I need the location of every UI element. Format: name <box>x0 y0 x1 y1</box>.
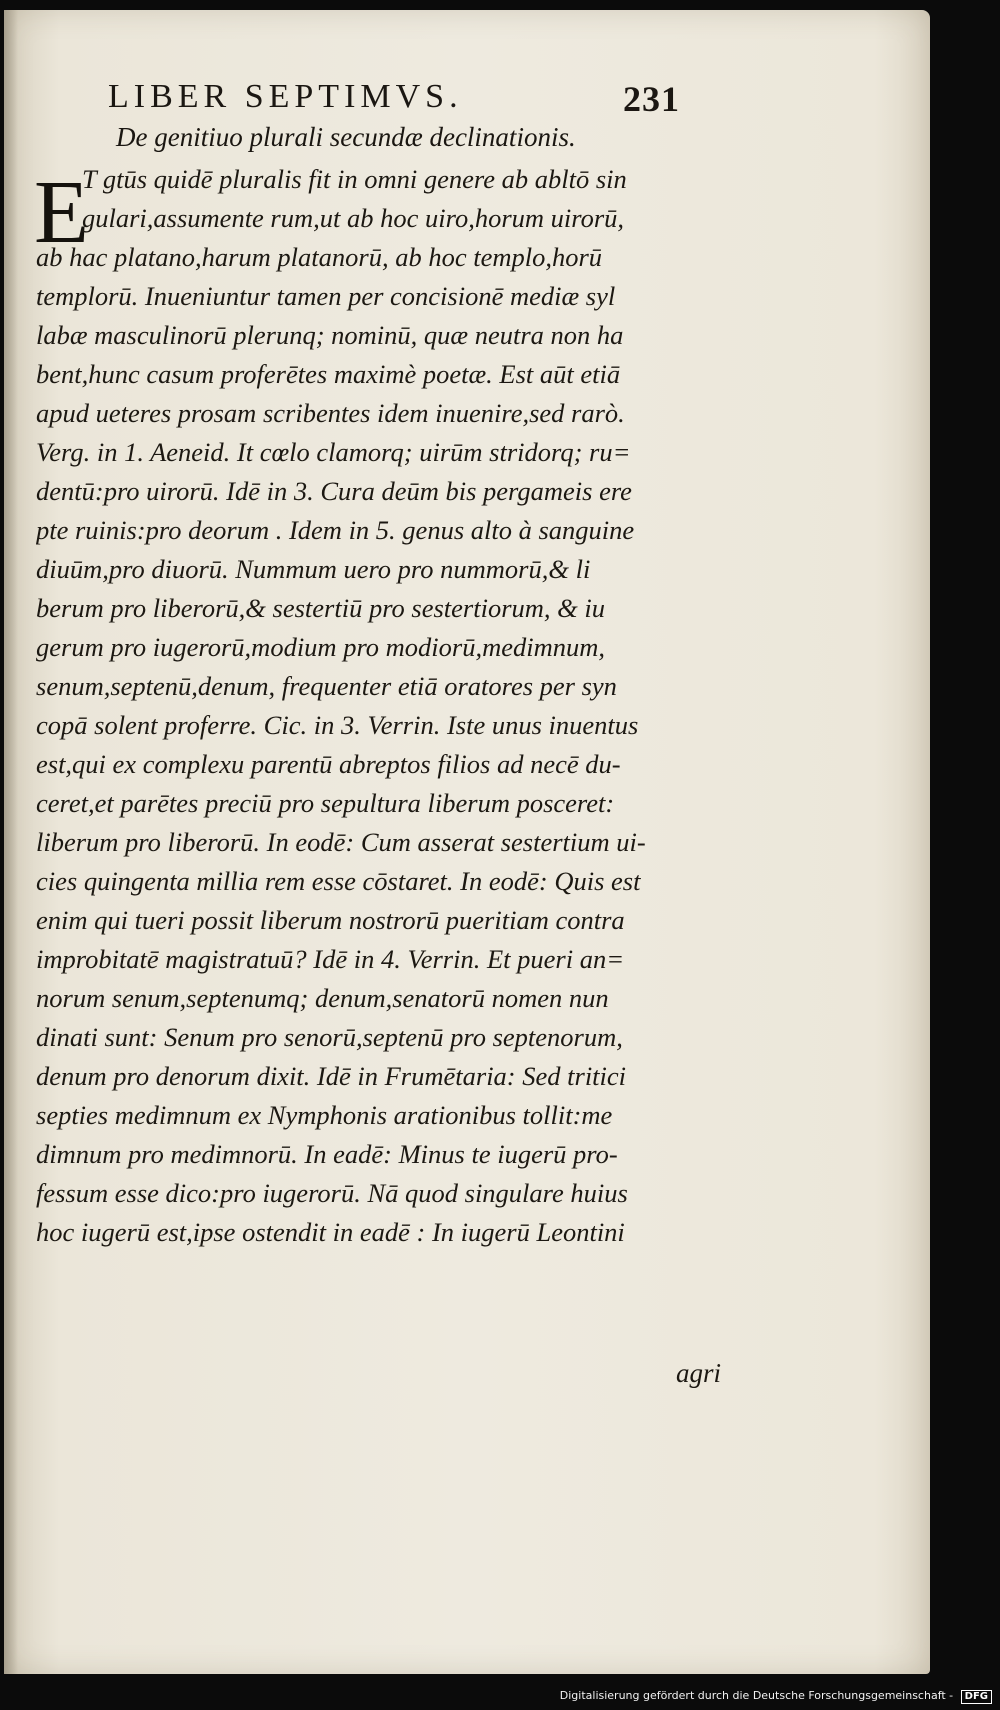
text-line: bent,hunc casum proferētes maximè poetæ. Est aūt etiā <box>36 359 621 389</box>
section-heading: De genitiuo plurali secundæ declinationis. <box>116 122 576 152</box>
text-line: ceret,et parētes preciū pro sepultura liberum posceret: <box>36 788 615 818</box>
page-gutter-shadow <box>4 10 18 1674</box>
text-line: liberum pro liberorū. In eodē: Cum asserat sestertium ui- <box>36 827 646 857</box>
text-line: gulari,assumente rum,ut ab hoc uiro,horum uirorū, <box>82 203 625 233</box>
dfg-logo: DFG <box>961 1690 992 1704</box>
running-head <box>108 78 708 126</box>
credit-text: Digitalisierung gefördert durch die Deutsche Forschungsgemeinschaft - <box>559 1689 954 1702</box>
text-line: fessum esse dico:pro iugerorū. Nā quod singulare huius <box>36 1178 628 1208</box>
text-line: septies medimnum ex Nymphonis arationibus tollit:me <box>36 1100 613 1130</box>
text-line: ab hac platano,harum platanorū, ab hoc templo,horū <box>36 242 603 272</box>
page-number: 231 <box>623 79 680 119</box>
drop-cap-initial: E <box>34 163 89 262</box>
text-line: senum,septenū,denum, frequenter etiā oratores per syn <box>36 671 617 701</box>
text-line: dinati sunt: Senum pro senorū,septenū pro septenorum, <box>36 1022 623 1052</box>
catchword: agri <box>676 1358 722 1388</box>
text-line: apud ueteres prosam scribentes idem inuenire,sed rarò. <box>36 398 625 428</box>
text-line: diuūm,pro diuorū. Nummum uero pro nummorū,& li <box>36 554 591 584</box>
text-line: Verg. in 1. Aeneid. It cœlo clamorq; uirūm stridorq; ru= <box>36 437 631 467</box>
text-line: improbitatē magistratuū? Idē in 4. Verrin. Et pueri an= <box>36 944 625 974</box>
text-line: norum senum,septenumq; denum,senatorū nomen nun <box>36 983 609 1013</box>
text-line: labæ masculinorū plerunq; nominū, quæ neutra non ha <box>36 320 624 350</box>
text-line: copā solent proferre. Cic. in 3. Verrin. Iste unus inuentus <box>36 710 639 740</box>
text-line: est,qui ex complexu parentū abreptos filios ad necē du- <box>36 749 621 779</box>
text-line: templorū. Inueniuntur tamen per concisionē mediæ syl <box>36 281 616 311</box>
digitization-credit <box>560 1689 992 1704</box>
text-line: berum pro liberorū,& sestertiū pro sestertiorum, & iu <box>36 593 606 623</box>
text-line: T gtūs quidē pluralis fit in omni genere ab abltō sin <box>82 164 627 194</box>
text-line: gerum pro iugerorū,modium pro modiorū,medimnum, <box>36 632 605 662</box>
text-line: pte ruinis:pro deorum . Idem in 5. genus alto à sanguine <box>36 515 635 545</box>
text-line: dentū:pro uirorū. Idē in 3. Cura deūm bis pergameis ere <box>36 476 632 506</box>
text-line: hoc iugerū est,ipse ostendit in eadē : In iugerū Leontini <box>36 1217 625 1247</box>
text-line: dimnum pro medimnorū. In eadē: Minus te iugerū pro- <box>36 1139 618 1169</box>
text-line: cies quingenta millia rem esse cōstaret. In eodē: Quis est <box>36 866 641 896</box>
body-text <box>36 160 716 1252</box>
text-line: denum pro denorum dixit. Idē in Frumētaria: Sed tritici <box>36 1061 627 1091</box>
running-head-title: LIBER SEPTIMVS. <box>108 78 463 115</box>
text-line: enim qui tueri possit liberum nostrorū pueritiam contra <box>36 905 625 935</box>
